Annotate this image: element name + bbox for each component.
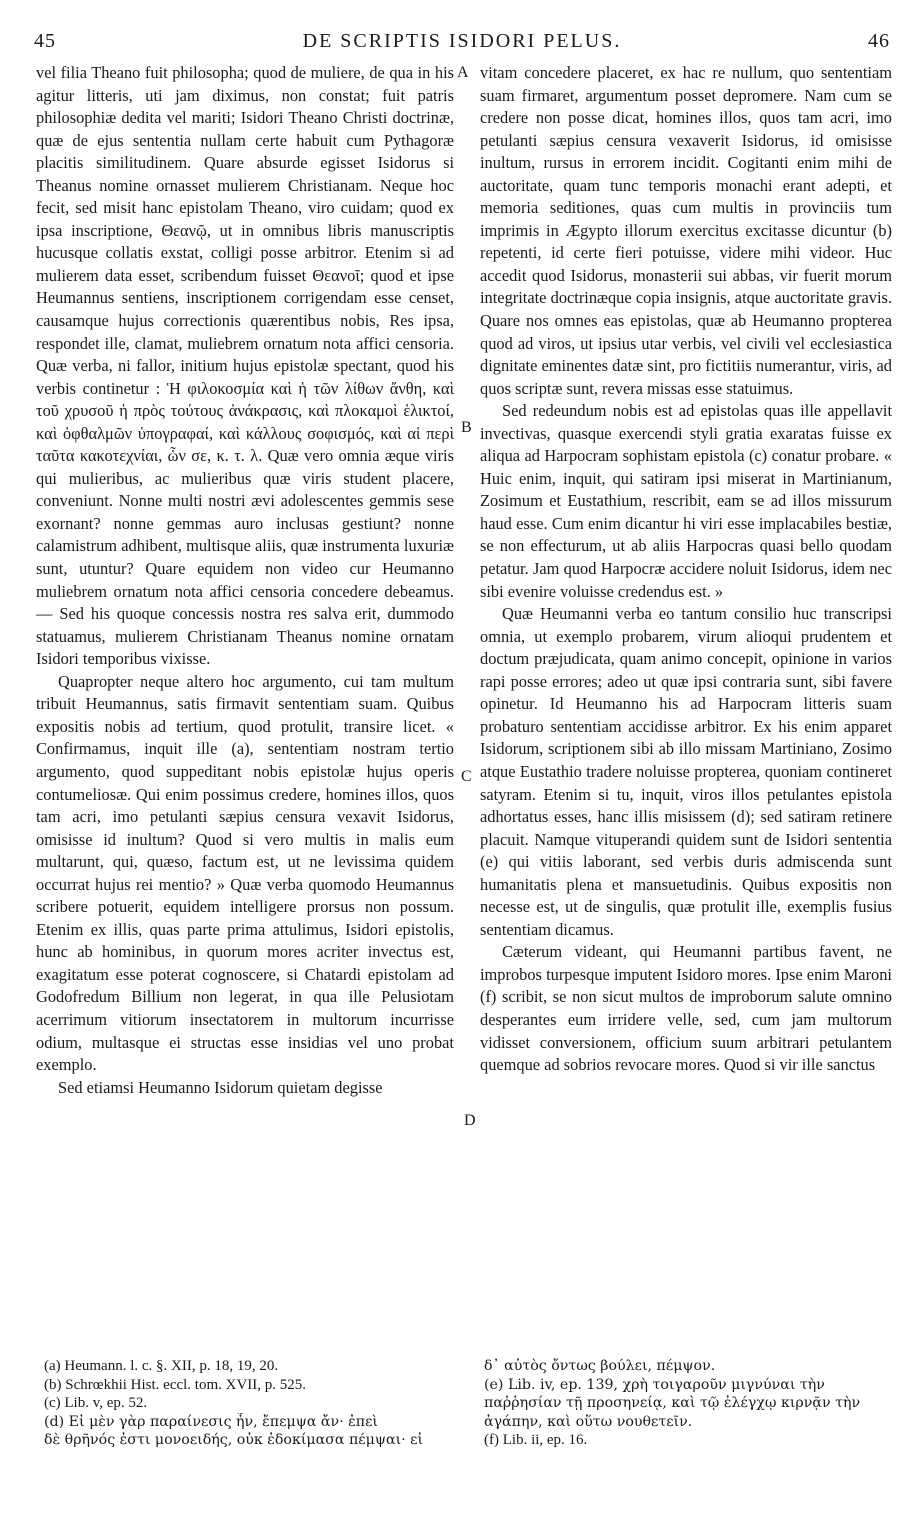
footnote-d-line-3: δ᾽ αὐτὸς ὄντως βούλει, πέμψον. bbox=[484, 1358, 716, 1374]
footnote-c: (c) Lib. v, ep. 52. bbox=[44, 1395, 148, 1411]
footnote-f: (f) Lib. ii, ep. 16. bbox=[484, 1432, 588, 1448]
margin-marker-b: B bbox=[461, 419, 472, 436]
margin-marker-c: C bbox=[461, 768, 472, 785]
left-paragraph-2: Quapropter neque altero hoc argumento, cui tam multum tribuit Heumannus, satis firmavit sententiam suam. Quibus expositis nobis ad tertium, quod protulit, transire licet. « Confirmamus, inquit ille (a), sententiam nostram tertio argumento, quod suppeditant nobis epistolæ hujus operis contumeliosæ. Qui enim possimus credere, homines illos, quos tam acri, imo petulanti sæpius censura vexavit Isidorus, omisisse id inultum? Quod si vero multis in malis eum multarunt, qui, quæso, factum est, ut ne levissima quidem occurrat hujus rei mentio? » Quæ verba quomodo Heumannus scribere potuerit, equidem intelligere prorsus non possum. Etenim ex illis, quas parte prima attulimus, Isidori epistolis, hunc ab hominibus, in quorum mores acriter invectus est, exagitatum esse poterat cognoscere, si Chatardi epistolam ad Godofredum Billium non legerat, in qua ille Pelusiotam acerrimum vitiorum insectatorem in multorum incurrisse odium, multasque ei structas esse insidias vel uno probat exemplo. bbox=[36, 671, 454, 1075]
footnotes-left bbox=[44, 1357, 456, 1450]
footnote-e-line-1: (e) Lib. iv, ep. 139, χρὴ τοιγαροῦν μιγνύναι τὴν bbox=[484, 1376, 825, 1393]
right-column bbox=[480, 62, 892, 1077]
left-paragraph-3: Sed etiamsi Heumanno Isidorum quietam degisse bbox=[58, 1077, 383, 1097]
page-number-right: 46 bbox=[868, 30, 890, 52]
right-paragraph-3: Quæ Heumanni verba eo tantum consilio huc transcripsi omnia, ut exemplo probarem, virum alioqui prudentem et doctum præjudicata, quam animo concepit, opinione in varios rapi posse errores; adeo ut quæ ipsi contraria sunt, sibi favere opinetur. Id Heumanno his ad Harpocram litteris suam probaturo sententiam accidisse arbitror. Ex his enim apparet Isidorum, scriptionem sibi ab illo missam Martiniano, Zosimo atque Eustathio tradere noluisse propterea, quoniam contineret satyram. Etenim si tu, inquit, viros illos petulantes epistola adhortatus esses, hanc illis misissem (d); sed satiram retinere placuit. Namque vituperandi quidem sunt de Isidori sententia (e) qui vitiis laborant, sed verbis duris admiscenda sunt humanitatis plena et mansuetudinis. Quibus expositis non necesse est, ut de singulis, quæ protulit ille, exemplis fusius sententiam dicamus. bbox=[480, 604, 892, 939]
footnote-d-line-2: δὲ θρῆνός ἐστι μονοειδής, οὐκ ἐδοκίμασα πέμψαι· εἰ bbox=[44, 1432, 424, 1448]
footnote-e-line-3: ἀγάπην, καὶ οὕτω νουθετεῖν. bbox=[484, 1413, 693, 1430]
running-header bbox=[34, 30, 890, 60]
right-paragraph-2: Sed redeundum nobis est ad epistolas quas ille appellavit invectivas, quasque exercendi styli gratia exaratas fuisse ex aliqua ad Harpocram sophistam epistola (c) conatur probare. « Huic enim, inquit, qui satiram ipsi miserat in Martinianum, Zosimum et Eustathium, rescribit, eam se ad illos missurum haud esse. Cum enim dicantur hi viri esse implacabiles bestiæ, se non effecturum, ut ab aliis Harpocras quasi bello quodam petatur. Jam quod Harpocræ accidere noluit Isidorus, idem nec sibi evenire voluisse credendus est. » bbox=[480, 401, 892, 601]
left-paragraph-1: vel filia Theano fuit philosopha; quod de muliere, de qua in his agitur litteris, uti jam diximus, non constat; fuit patris philosophiæ dedita vel mariti; Isidori Theano Christi doctrinæ, quæ de ejus sententia nullam certe habuit cum Pythagoræ placitis similitudinem. Quare absurde egisset Isidorus si Theanus nomine ornasset mulierem Christianam. Neque hoc fecit, sed misit hanc epistolam Theano, viro cuidam; quod ex ipsa inscriptione, Θεανῷ, ut in omnibus libris manuscriptis hucusque collatis exstat, colligi posse arbitror. Etenim si ad mulierem data esset, scribendum fuisset Θεανοῖ; quod et ipse Heumannus sentiens, inscriptionem corrigendam esse censet, causamque hujus correctionis quærentibus nobis, Res ipsa, respondet ille, clamat, muliebrem ornatum nota affici censoria. Quæ verba, ni fallor, initium hujus epistolæ spectant, quod his verbis continetur : Ἡ φιλοκοσμία καὶ ἡ τῶν λίθων ἄνθη, καὶ τοῦ χρυσοῦ ἡ πρὸς τούτους ἀνάκρασις, καὶ πλοκαμοὶ ἑλικτοί, καὶ ὀφθαλμῶν ὑπογραφαί, καὶ κάλλους σοφισμός, καὶ αἱ περὶ ταῦτα κακοτεχνίαι, ὧν σε, κ. τ. λ. Quæ vero omnia æque viris qui mulieribus, ac mulieribus quæ viris student placere, conveniunt. Nonne multi nostri ævi adolescentes gemmis sese exornant? nonne gemmas auro inclusas gestiunt? nonne calamistrum adhibent, multisque aliis, quæ instrumenta luxuriæ sunt, utuntur? Quare equidem non video cur Heumanno muliebrem ornatum nota affici censoria concedere debeamus. — Sed his quoque concessis nostra res salva erit, dummodo statuamus, mulierem Christianam Theanus nomine ornatam Isidori temporibus vixisse. bbox=[36, 63, 454, 669]
footnote-d-line-1: (d) Εἰ μὲν γὰρ παραίνεσις ἦν, ἔπεμψα ἄν· ἐπεὶ bbox=[44, 1413, 378, 1430]
right-paragraph-4: Cæterum videant, qui Heumanni partibus favent, ne improbos turpesque imputent Isidoro mores. Ipse enim Maroni (f) scribit, se non sicut multos de improborum salute omnino desperantes eum irridere velle, sed, cum jam multorum vidisset conversionem, officium suum arbitrari petulantem quemque ad sobrios revocare mores. Quod si vir ille sanctus bbox=[480, 942, 892, 1075]
right-paragraph-1: vitam concedere placeret, ex hac re nullum, quo sententiam suam firmaret, argumentum posset depromere. Nam cum se credere non posse dicat, homines illos, quos tam acri, imo petulanti sæpius censura vexaverit Isidorus, id omisisse inultum, rursus in errorem incidit. Cogitanti enim mihi de auctoritate, quam tunc temporis monachi erant adepti, et memoria seditiones, quas cum multis in provinciis tum imprimis in Ægypto illorum exercitus excitasse dicuntur (b) repetenti, id certe fieri potuisse, videre mihi videor. Huc accedit quod Isidorus, monasterii sui abbas, vir fuerit morum integritate doctrinæque copia insignis, atque auctoritate gravis. Quare nos omnes eas epistolas, quæ ab Heumanno propterea quod ad viros, ut ipsius utar verbis, vel civili vel ecclesiastica dignitate eminentes datæ sint, pro fictitiis numerantur, viris, ad quos scriptæ sunt, revera missas esse statuimus. bbox=[480, 63, 892, 398]
footnotes-right bbox=[484, 1357, 892, 1450]
left-column bbox=[36, 62, 454, 1099]
footnote-e-line-2: παῤῥησίαν τῇ προσηνείᾳ, καὶ τῷ ἐλέγχῳ κιρνᾷν τὴν bbox=[484, 1395, 861, 1411]
page-number-left: 45 bbox=[34, 30, 56, 52]
running-title: DE SCRIPTIS ISIDORI PELUS. bbox=[302, 30, 622, 52]
footnote-a: (a) Heumann. l. c. §. XII, p. 18, 19, 20. bbox=[44, 1358, 279, 1374]
margin-marker-a: A bbox=[457, 64, 469, 81]
footnote-b: (b) Schrœkhii Hist. eccl. tom. XVII, p. 525. bbox=[44, 1376, 307, 1393]
margin-marker-d: D bbox=[464, 1112, 476, 1129]
